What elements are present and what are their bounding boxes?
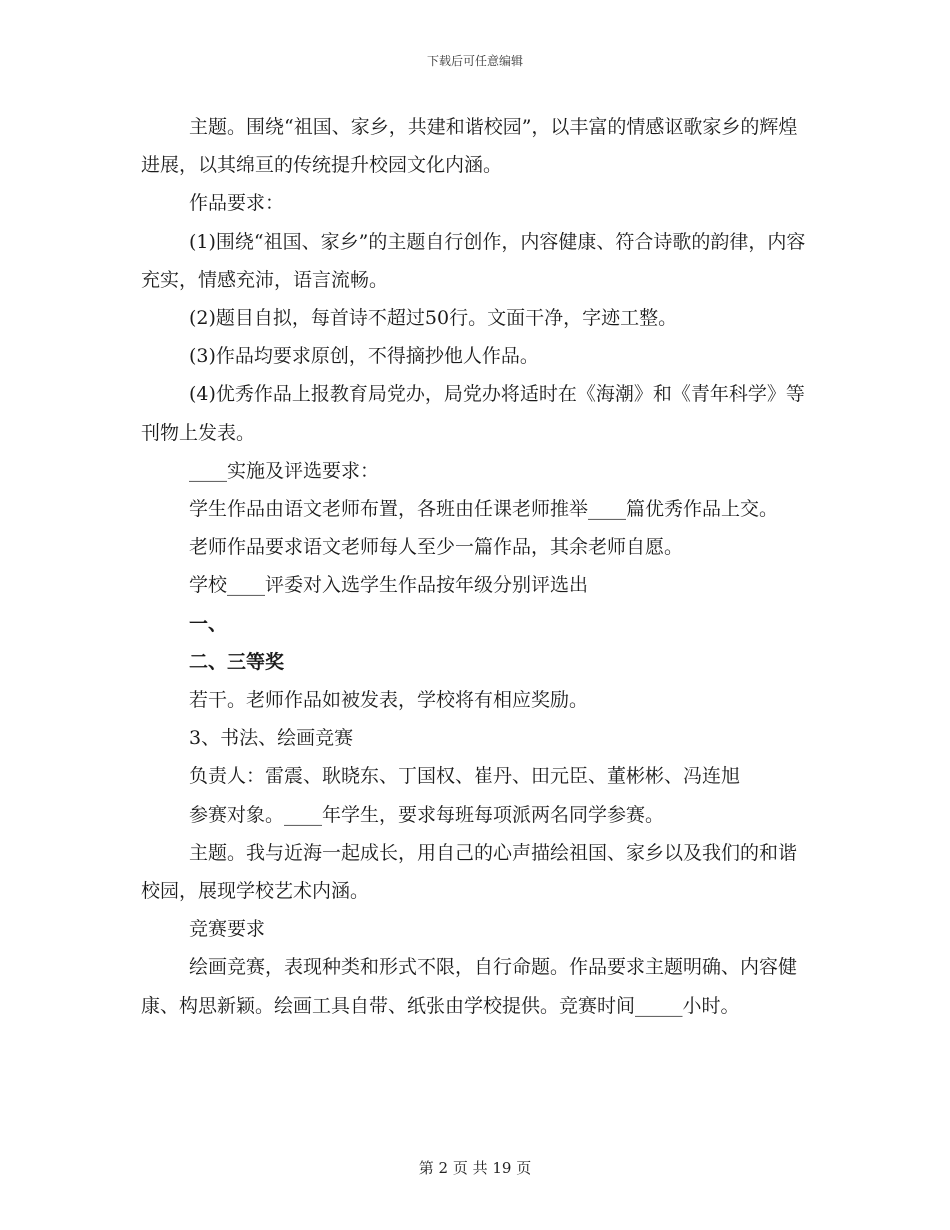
paragraph-req-4: (4)优秀作品上报教育局党办，局党办将适时在《海潮》和《青年科学》等刊物上发表。 [141,383,805,444]
paragraph-theme: 主题。围绕“祖国、家乡，共建和谐校园”，以丰富的情感讴歌家乡的辉煌进展，以其绵亘的传统提升校园文化内涵。 [141,116,798,177]
document-body [141,108,811,1025]
paragraph-requirements-heading: 作品要求： [189,192,285,215]
page-header: 下载后可任意编辑 [426,54,523,68]
paragraph-school-judges: 学校____评委对入选学生作品按年级分别评选出 [189,574,589,597]
paragraph-implementation-heading: ____实施及评选要求： [189,459,380,482]
paragraph-req-1: (1)围绕“祖国、家乡”的主题自行创作，内容健康、符合诗歌的韵律，内容充实，情感充沛，语言流畅。 [141,230,806,291]
paragraph-competition-req-heading: 竞赛要求 [189,918,266,941]
paragraph-second-third-prize: 二、三等奖 [189,650,285,673]
paragraph-painting-req: 绘画竞赛，表现种类和形式不限，自行命题。作品要求主题明确、内容健康、构思新颖。绘画工具自带、纸张由学校提供。竞赛时间_____小时。 [141,956,798,1017]
paragraph-art-theme: 主题。我与近海一起成长，用自己的心声描绘祖国、家乡以及我们的和谐校园，展现学校艺术内涵。 [141,841,798,903]
paragraph-student-works: 学生作品由语文老师布置，各班由任课老师推举____篇优秀作品上交。 [189,498,779,521]
paragraph-section-3-heading: 3、书法、绘画竞赛 [189,727,354,750]
paragraph-responsible-persons: 负责人：雷震、耿晓东、丁国权、崔丹、田元臣、董彬彬、冯连旭 [189,765,741,788]
page-footer: 第 2 页 共 19 页 [418,1159,532,1177]
paragraph-participants: 参赛对象。____年学生，要求每班每项派两名同学参赛。 [189,803,665,826]
paragraph-first-prize: 一、 [189,612,228,635]
paragraph-req-3: (3)作品均要求原创，不得摘抄他人作品。 [189,345,539,368]
paragraph-rewards: 若干。老师作品如被发表，学校将有相应奖励。 [189,689,589,712]
paragraph-teacher-works: 老师作品要求语文老师每人至少一篇作品，其余老师自愿。 [189,536,684,559]
paragraph-req-2: (2)题目自拟，每首诗不超过50行。文面干净，字迹工整。 [189,307,678,330]
